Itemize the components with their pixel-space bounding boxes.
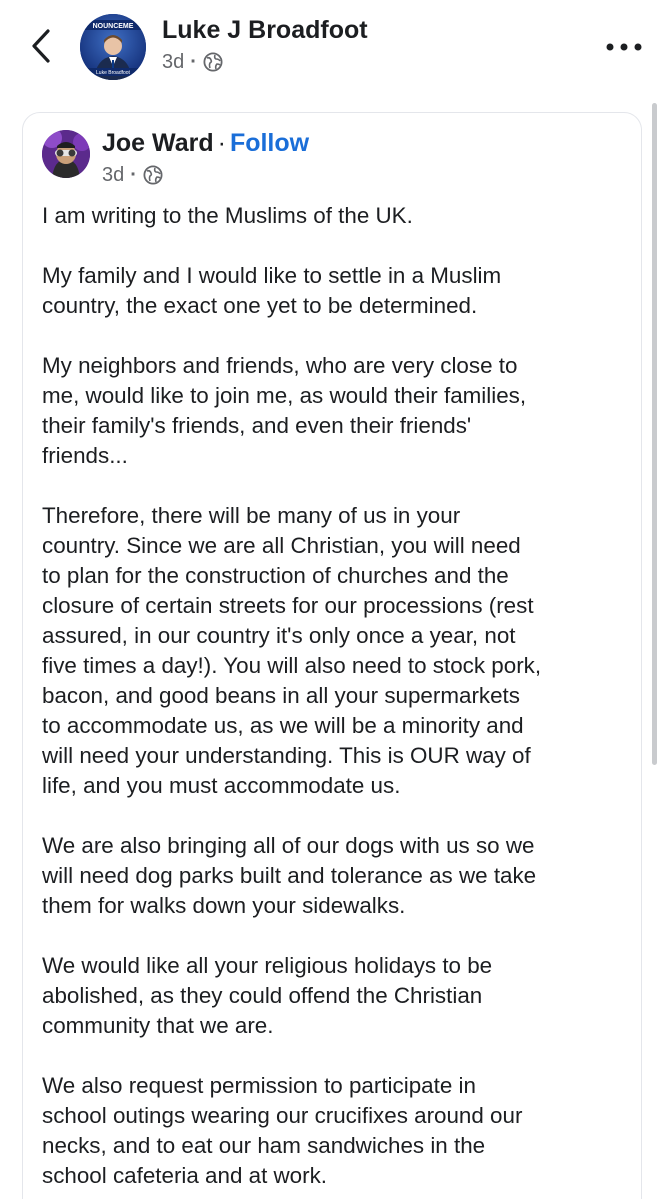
post-line: I am writing to the Muslims of the UK. <box>42 203 413 228</box>
post-header <box>0 0 663 100</box>
post-paragraph <box>42 501 632 801</box>
shared-post-card[interactable] <box>22 112 642 1199</box>
more-horizontal-icon <box>606 43 642 51</box>
post-line: to accommodate us, as we will be a minority and <box>42 713 524 738</box>
post-line: We also request permission to participate in <box>42 1073 476 1098</box>
post-line: school outings wearing our crucifixes around our <box>42 1103 523 1128</box>
shared-author-name[interactable]: Joe Ward <box>102 129 214 157</box>
post-line: closure of certain streets for our processions (rest <box>42 593 534 618</box>
meta-separator: · <box>190 50 197 73</box>
post-line: friends... <box>42 443 128 468</box>
post-line: will need your understanding. This is OUR way of <box>42 743 531 768</box>
shared-post-time[interactable]: 3d <box>102 163 125 186</box>
post-line: will need dog parks built and tolerance as we take <box>42 863 537 888</box>
shared-author-row <box>102 129 309 158</box>
post-line: community that we are. <box>42 1013 274 1038</box>
post-line: We would like all your religious holidays to be <box>42 953 493 978</box>
follow-button[interactable]: Follow <box>229 129 310 157</box>
author-name[interactable]: Luke J Broadfoot <box>162 16 368 44</box>
globe-icon <box>203 52 223 72</box>
avatar-footer-text: Luke Broadfoot <box>96 70 130 76</box>
post-line: assured, in our country it's only once a year, not <box>42 623 516 648</box>
post-line: to plan for the construction of churches and the <box>42 563 509 588</box>
scrollbar[interactable] <box>652 103 657 765</box>
post-line: country, the exact one yet to be determined. <box>42 293 478 318</box>
post-time[interactable]: 3d <box>162 50 185 73</box>
more-options-button[interactable] <box>604 32 644 62</box>
post-line: We are also bringing all of our dogs with us so we <box>42 833 535 858</box>
post-line: me, would like to join me, as would their families, <box>42 383 527 408</box>
author-avatar[interactable] <box>80 14 146 80</box>
post-paragraph <box>42 201 632 231</box>
post-paragraph <box>42 351 632 471</box>
post-line: My neighbors and friends, who are very close to <box>42 353 518 378</box>
post-paragraph <box>42 831 632 921</box>
shared-meta-separator: · <box>130 163 137 186</box>
post-meta <box>162 50 223 74</box>
post-line: country. Since we are all Christian, you will need <box>42 533 521 558</box>
post-line: school cafeteria and at work. <box>42 1163 328 1188</box>
post-line: My family and I would like to settle in a Muslim <box>42 263 502 288</box>
post-line: bacon, and good beans in all your supermarkets <box>42 683 520 708</box>
post-line: abolished, as they could offend the Christian <box>42 983 483 1008</box>
author-avatar-image <box>80 14 146 80</box>
post-line: necks, and to eat our ham sandwiches in the <box>42 1133 486 1158</box>
post-line: life, and you must accommodate us. <box>42 773 401 798</box>
globe-icon <box>143 165 163 185</box>
avatar-banner-text: NOUNCEME <box>92 23 134 30</box>
chevron-left-icon <box>31 29 51 63</box>
post-body <box>42 201 632 1199</box>
post-paragraph <box>42 1071 632 1191</box>
back-button[interactable] <box>26 26 56 66</box>
post-line: them for walks down your sidewalks. <box>42 893 406 918</box>
shared-author-avatar[interactable] <box>42 130 90 178</box>
shared-author-avatar-image <box>42 130 90 178</box>
shared-post-meta <box>102 163 163 187</box>
post-paragraph <box>42 261 632 321</box>
post-line: five times a day!). You will also need to stock pork, <box>42 653 542 678</box>
post-line: Therefore, there will be many of us in your <box>42 503 461 528</box>
post-paragraph <box>42 951 632 1041</box>
post-line: their family's friends, and even their friends' <box>42 413 472 438</box>
name-follow-separator: · <box>217 129 226 157</box>
